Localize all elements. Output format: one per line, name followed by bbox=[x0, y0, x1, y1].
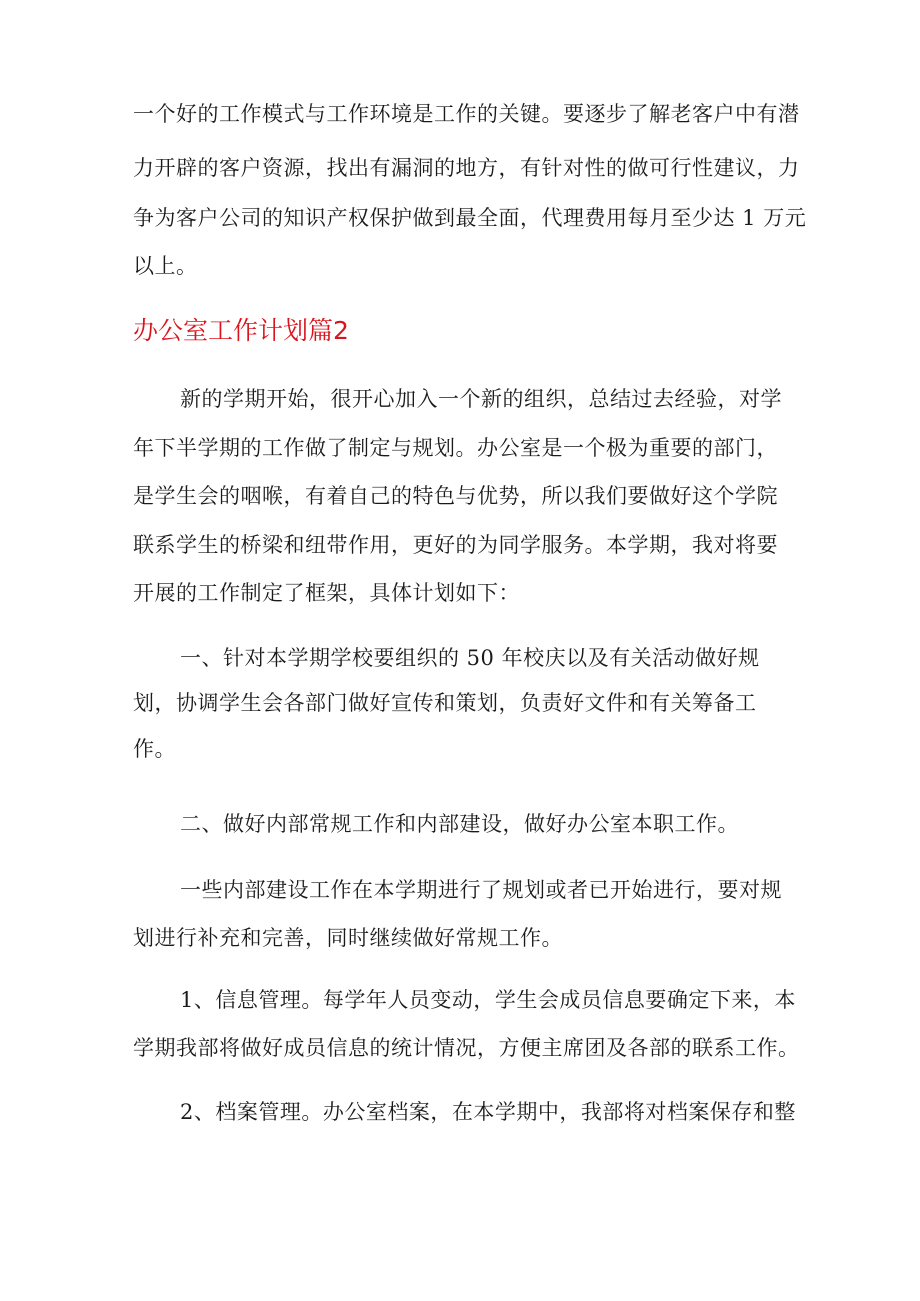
paragraph-line: 力开辟的客户资源，找出有漏洞的地方，有针对性的做可行性建议，力 bbox=[133, 156, 800, 180]
paragraph-line: 是学生会的咽喉，有着自己的特色与优势，所以我们要做好这个学院 bbox=[133, 484, 778, 508]
paragraph-line: 开展的工作制定了框架，具体计划如下： bbox=[133, 581, 520, 605]
paragraph-line: 作。 bbox=[133, 737, 176, 761]
paragraph-line: 1、信息管理。每学年人员变动，学生会成员信息要确定下来，本 bbox=[180, 988, 796, 1012]
paragraph-line: 以上。 bbox=[133, 254, 198, 278]
paragraph-line: 学期我部将做好成员信息的统计情况，方便主席团及各部的联系工作。 bbox=[133, 1036, 800, 1060]
paragraph-line: 一些内部建设工作在本学期进行了规划或者已开始进行，要对规 bbox=[180, 878, 782, 902]
paragraph-line: 新的学期开始，很开心加入一个新的组织，总结过去经验，对学 bbox=[180, 387, 782, 411]
paragraph-line: 划，协调学生会各部门做好宣传和策划，负责好文件和有关筹备工 bbox=[133, 691, 757, 715]
paragraph-line: 划进行补充和完善，同时继续做好常规工作。 bbox=[133, 926, 563, 950]
paragraph-line: 联系学生的桥梁和纽带作用，更好的为同学服务。本学期，我对将要 bbox=[133, 533, 778, 557]
section-heading: 办公室工作计划篇2 bbox=[133, 316, 349, 345]
paragraph-line: 一个好的工作模式与工作环境是工作的关键。要逐步了解老客户中有潜 bbox=[133, 102, 800, 126]
paragraph-line: 二、做好内部常规工作和内部建设，做好办公室本职工作。 bbox=[180, 812, 739, 836]
paragraph-line: 2、档案管理。办公室档案，在本学期中，我部将对档案保存和整 bbox=[180, 1100, 796, 1124]
paragraph-line: 年下半学期的工作做了制定与规划。办公室是一个极为重要的部门， bbox=[133, 436, 778, 460]
paragraph-line: 一、针对本学期学校要组织的 50 年校庆以及有关活动做好规 bbox=[180, 646, 760, 670]
paragraph-line: 争为客户公司的知识产权保护做到最全面，代理费用每月至少达 1 万元 bbox=[133, 206, 807, 230]
